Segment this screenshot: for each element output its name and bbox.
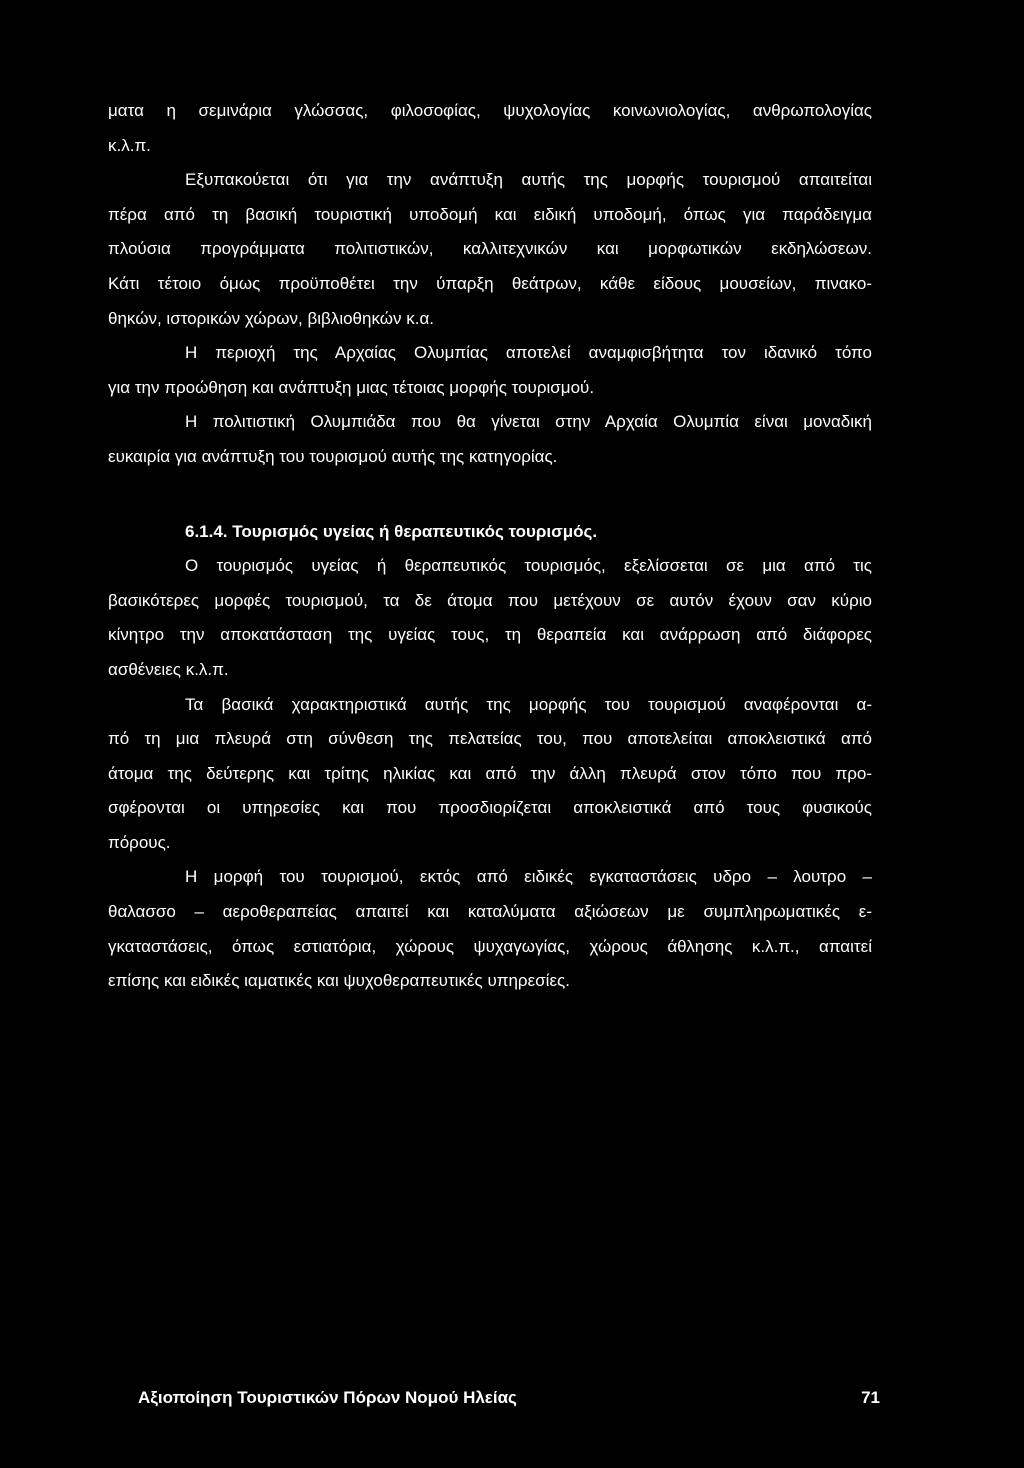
- paragraph: [108, 96, 872, 160]
- text-line: επίσης και ειδικές ιαματικές και ψυχοθεραπευτικές υπηρεσίες.: [108, 971, 570, 991]
- text-line: ασθένειες κ.λ.π.: [108, 659, 229, 679]
- page-number: 71: [861, 1388, 880, 1407]
- paragraph: [108, 551, 872, 684]
- text-line: Τα βασικά χαρακτηριστικά αυτής της μορφής του τουρισμού αναφέρονται α-: [185, 694, 872, 714]
- text-line: Η περιοχή της Αρχαίας Ολυμπίας αποτελεί αναμφισβήτητα τον ιδανικό τόπο: [185, 343, 872, 363]
- text-line: πέρα από τη βασική τουριστική υποδομή και ειδική υποδομή, όπως για παράδειγμα: [108, 204, 872, 224]
- text-line: άτομα της δεύτερης και τρίτης ηλικίας και από την άλλη πλευρά στον τόπο που προ-: [108, 763, 872, 783]
- paragraph: [108, 407, 872, 471]
- section-gap: [108, 477, 872, 517]
- text-line: βασικότερες μορφές τουρισμού, τα δε άτομα που μετέχουν σε αυτόν έχουν σαν κύριο: [108, 590, 872, 610]
- paragraph: [108, 338, 872, 402]
- paragraph: [108, 690, 872, 857]
- text-line: γκαταστάσεις, όπως εστιατόρια, χώρους ψυχαγωγίας, χώρους άθλησης κ.λ.π., απαιτεί: [108, 936, 872, 956]
- text-line: για την προώθηση και ανάπτυξη μιας τέτοιας μορφής τουρισμού.: [108, 377, 595, 397]
- text-line: σφέρονται οι υπηρεσίες και που προσδιορίζεται αποκλειστικά από τους φυσικούς: [108, 798, 872, 818]
- footer-title: Αξιοποίηση Τουριστικών Πόρων Νομού Ηλείας: [138, 1388, 517, 1407]
- paragraph: [108, 165, 872, 332]
- text-line: Εξυπακούεται ότι για την ανάπτυξη αυτής της μορφής τουρισμού απαιτείται: [185, 170, 872, 190]
- text-line: πόρους.: [108, 832, 171, 852]
- paragraph: [108, 862, 872, 995]
- text-line: Ο τουρισμός υγείας ή θεραπευτικός τουρισμός, εξελίσσεται σε μια από τις: [185, 556, 872, 576]
- text-line: θαλασσο – αεροθεραπείας απαιτεί και καταλύματα αξιώσεων με συμπληρωματικές ε-: [108, 902, 872, 922]
- text-line: Η πολιτιστική Ολυμπιάδα που θα γίνεται στην Αρχαία Ολυμπία είναι μοναδική: [185, 412, 872, 432]
- text-line: Η μορφή του τουρισμού, εκτός από ειδικές εγκαταστάσεις υδρο – λουτρο –: [185, 867, 872, 887]
- text-line: ευκαιρία για ανάπτυξη του τουρισμού αυτής της κατηγορίας.: [108, 446, 558, 466]
- text-line: ματα η σεμινάρια γλώσσας, φιλοσοφίας, ψυχολογίας κοινωνιολογίας, ανθρωπολογίας: [108, 101, 872, 120]
- text-line: θηκών, ιστορικών χώρων, βιβλιοθηκών κ.α.: [108, 308, 435, 328]
- document-body: [108, 96, 872, 1001]
- text-line: Κάτι τέτοιο όμως προϋποθέτει την ύπαρξη θεάτρων, κάθε είδους μουσείων, πινακο-: [108, 273, 872, 293]
- text-line: κίνητρο την αποκατάσταση της υγείας τους, τη θεραπεία και ανάρρωση από διάφορες: [108, 625, 872, 645]
- page-footer: [138, 1388, 880, 1412]
- section-heading: 6.1.4. Τουρισμός υγείας ή θεραπευτικός τουρισμός.: [185, 521, 598, 541]
- text-line: κ.λ.π.: [108, 135, 151, 155]
- text-line: πλούσια προγράμματα πολιτιστικών, καλλιτεχνικών και μορφωτικών εκδηλώσεων.: [108, 239, 872, 259]
- text-line: πό τη μια πλευρά στη σύνθεση της πελατείας του, που αποτελείται αποκλειστικά από: [108, 729, 872, 749]
